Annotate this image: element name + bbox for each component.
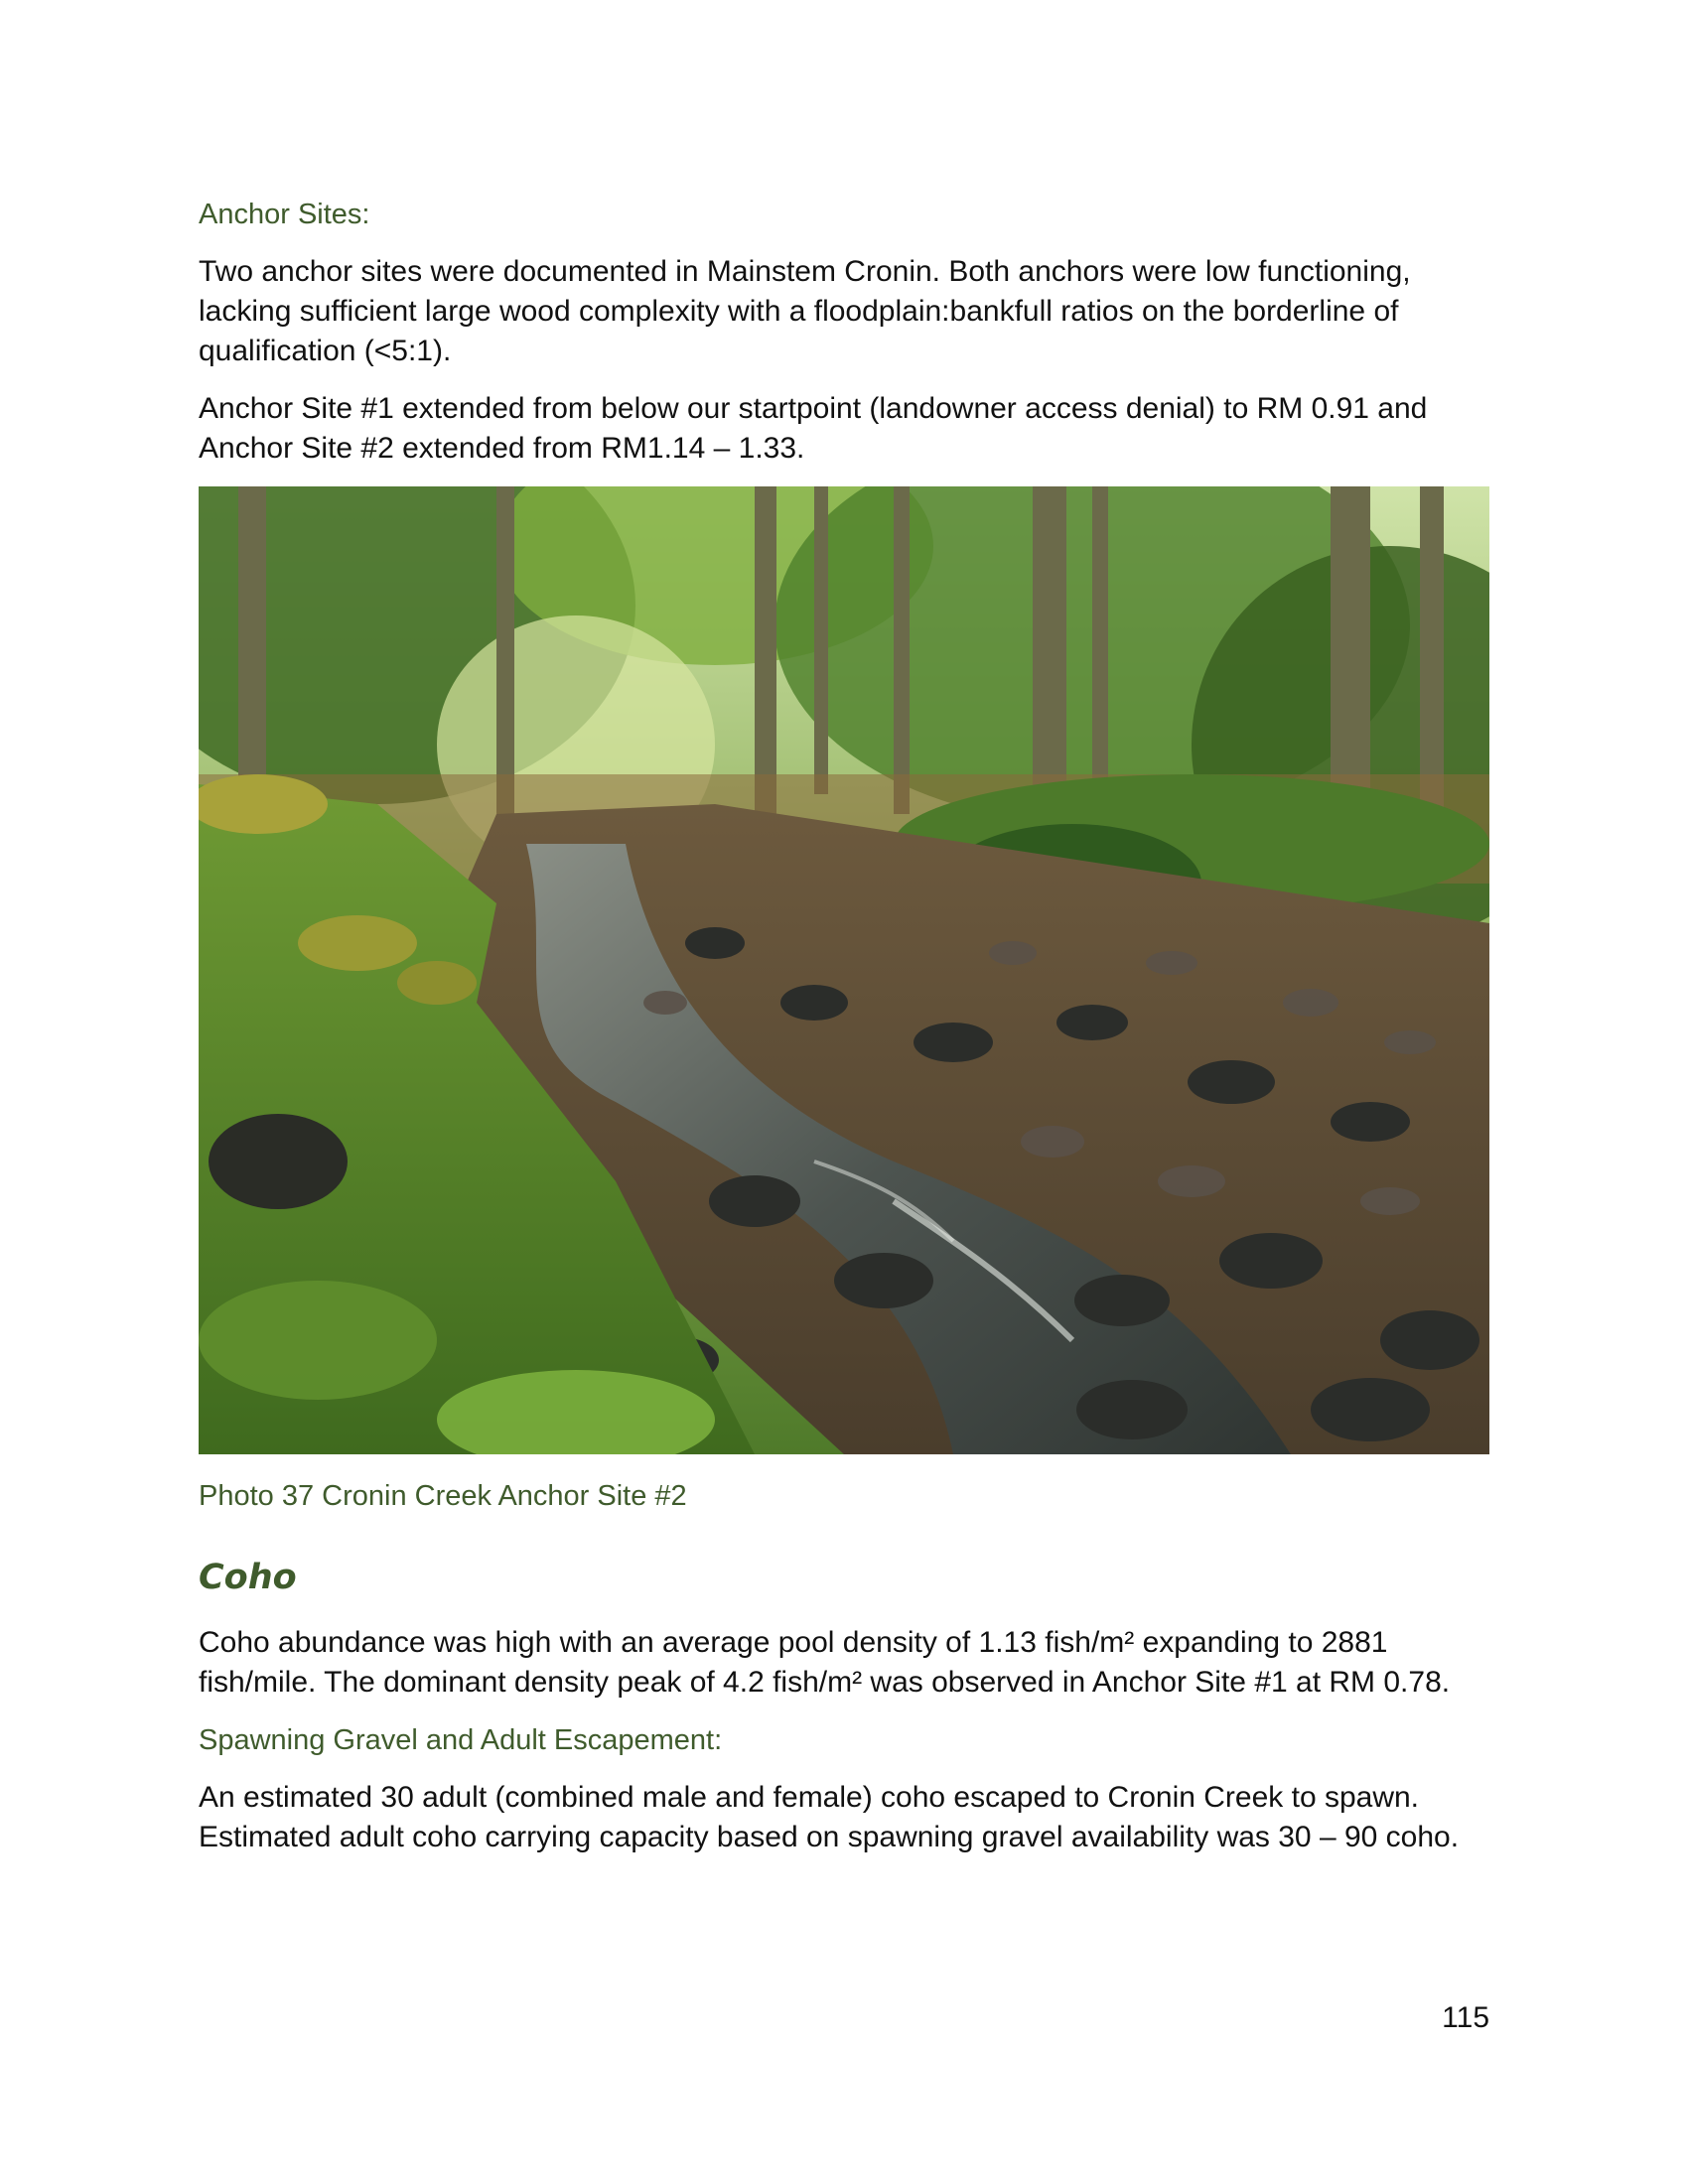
anchor-sites-paragraph-2: Anchor Site #1 extended from below our startpoint (landowner access denial) to RM 0.91 and Anchor Site #2 extended from RM1.14 – 1.33. — [199, 392, 1428, 465]
creek-photo — [199, 486, 1489, 1454]
document-page — [199, 195, 1489, 1875]
anchor-sites-paragraph-1: Two anchor sites were documented in Mainstem Cronin. Both anchors were low functioning, lacking sufficient large wood complexity with a floodplain:bankfull ratios on the borderline of qualification (<5:1). — [199, 255, 1411, 367]
photo-caption: Photo 37 Cronin Creek Anchor Site #2 — [199, 1480, 687, 1512]
spawning-paragraph: An estimated 30 adult (combined male and female) coho escaped to Cronin Creek to spawn. Estimated adult coho carrying capacity based on spawning gravel availability was 30 – 90 coho. — [199, 1781, 1460, 1853]
page-number: 115 — [1442, 2001, 1489, 2034]
anchor-sites-heading: Anchor Sites: — [199, 199, 370, 230]
spawning-heading: Spawning Gravel and Adult Escapement: — [199, 1724, 723, 1756]
coho-section-title: Coho — [199, 1558, 297, 1597]
coho-paragraph: Coho abundance was high with an average pool density of 1.13 fish/m² expanding to 2881 fish/mile. The dominant density peak of 4.2 fish/m² was observed in Anchor Site #1 at RM 0.78. — [199, 1626, 1451, 1699]
